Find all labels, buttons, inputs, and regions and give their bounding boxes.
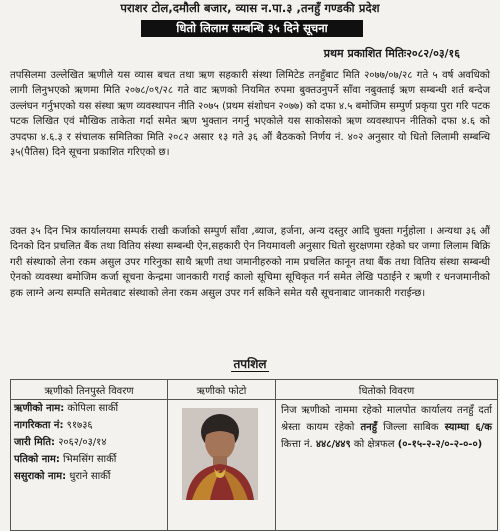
header-address: पराशर टोल,दमौली बजार, व्यास न.पा.३ ,तनहुँ गण्डकी प्रदेश: [120, 1, 380, 15]
father-in-law-name: [11, 468, 167, 485]
citizenship-value: ९१७३६: [63, 420, 93, 431]
issue-date-label: जारी मिति:: [14, 437, 56, 448]
borrower-details-cell: [11, 400, 168, 531]
collateral-text-4: को क्षेत्रफल: [350, 439, 398, 450]
header-borrower-details: ऋणीको तिनपुस्ते विवरण: [11, 380, 168, 400]
collateral-text-1: निज ऋणीको नाममा रहेको मालपोत कार्यालय तनहुँ दर्ता श्रेस्ता कायम रहेको: [281, 405, 492, 433]
husband-name: [11, 451, 167, 468]
notice-paragraph-2: उक्त ३५ दिन भित्र कार्यालयमा सम्पर्क राखी कर्जाको सम्पुर्ण साँवा ,ब्याज, हर्जना, अन्य दस्तुर आदि चुक्ता गर्नुहोला । अन्यथा ३६ औं दिनको दिन प्रचलित बैंक तथा वितिय संस्था सम्बन्धी ऐन,सहकारी ऐन नियमावली अनुसार धितो सुरक्षणमा रहेको घर जग्गा लिलाम बिक्रि गरी संस्थाको लेना रकम असुल उपर गरिनुका साथै ऋणी तथा जमानीहरुको नाम प्रचलित कानून तथा बैंक तथा वितिय संस्था सम्बन्धी ऐनको व्यवस्था बमोजिम कर्जा सूचना केन्द्रमा जानकारी गराई कालो सूचिमा सूचिकृत गर्न समेत लेखि पठाईने र ऋणी र धनजमानीको हक लाग्ने अन्य सम्पति समेतबाट संस्थाको लेना रकम असुल उपर गर्न सकिने समेत यसै सूचनाबाट जानकारी गराईन्छ।: [10, 226, 490, 299]
borrower-name: [11, 400, 167, 417]
issue-date: [11, 434, 167, 451]
citizenship-number: [11, 417, 167, 434]
schedule-table: [10, 379, 498, 531]
collateral-district: तनहुँ: [360, 422, 378, 433]
borrower-name-value: कोपिला सार्की: [64, 403, 119, 414]
father-in-law-label: ससुराको नाम:: [14, 471, 67, 482]
publish-date: प्रथम प्रकाशित मितिः२०८२/०३/१६: [323, 47, 460, 60]
collateral-area-name: स्याम्घा ६/क: [444, 422, 492, 433]
citizenship-label: नागरिकता नं:: [14, 420, 64, 431]
notice-title: धितो लिलाम सम्बन्धि ३५ दिने सूचना: [141, 20, 363, 37]
header-collateral-details: धितोको विवरण: [276, 380, 498, 400]
collateral-description: [276, 400, 497, 455]
borrower-photo: [182, 408, 258, 500]
husband-name-label: पतिको नाम:: [14, 454, 60, 465]
schedule-row: [11, 400, 498, 531]
collateral-text-2: जिल्ला साबिक: [377, 422, 445, 433]
collateral-area-size: (०-१५-२-२/०-२-०-०): [397, 439, 483, 450]
collateral-details-cell: [276, 400, 498, 531]
schedule-title-text: तपशिल: [233, 357, 267, 371]
schedule-title: [0, 355, 500, 372]
notice-paragraph-1: तपसिलमा उल्लेखित ऋणीले यस व्यास बचत तथा ऋण सहकारी संस्था लिमिटेड तनहुँबाट मिति २०७७/०७/२८ गते ५ वर्ष अवधिको लागी लिनुभएको ऋणमा मिति २०७८/०९/२८ गते वाट ऋणको नियमित रुपमा बुक्तउनुपर्ने साँवा नबुक्ताई ऋण सम्बन्धी शर्त बन्देज उल्लंघन गर्नुभएको यस संस्था ऋण व्यवस्थापन नीति २०७५ (प्रथम संशोधन २०७७) को दफा ४.५ बमोजिम सम्पुर्ण प्रकृया पुरा गरि पटक पटक लिखित एवं मौखिक ताकेता गर्दा समेत ऋण भुक्तान नगर्नु भएकोले यस साकोसको ऋण व्यवस्थापन नीतिको दफा ४.६ को उपदफा ४.६.३ र संचालक समितिका मिति २०८२ असार १३ गते ३६ औं बैठकको निर्णय नं. ४०२ अनुसार यो धितो लिलामी सम्बन्धि ३५(पैतिस) दिने सूचना प्रकाशित गरिएको छ।: [10, 70, 490, 159]
issue-date-value: २०६२/०३/१४: [55, 437, 107, 448]
header-borrower-photo: ऋणीको फोटो: [168, 380, 276, 400]
borrower-name-label: ऋणीको नाम:: [14, 403, 65, 414]
collateral-kitta-number: ४४८/४४९: [315, 439, 351, 450]
person-portrait-icon: [182, 408, 258, 500]
borrower-photo-cell: [168, 400, 276, 531]
father-in-law-value: धुराने सार्की: [66, 471, 111, 482]
collateral-text-3: कित्ता नं.: [281, 439, 316, 450]
schedule-header-row: [11, 380, 498, 400]
husband-name-value: भिमसिंग सार्की: [59, 454, 117, 465]
